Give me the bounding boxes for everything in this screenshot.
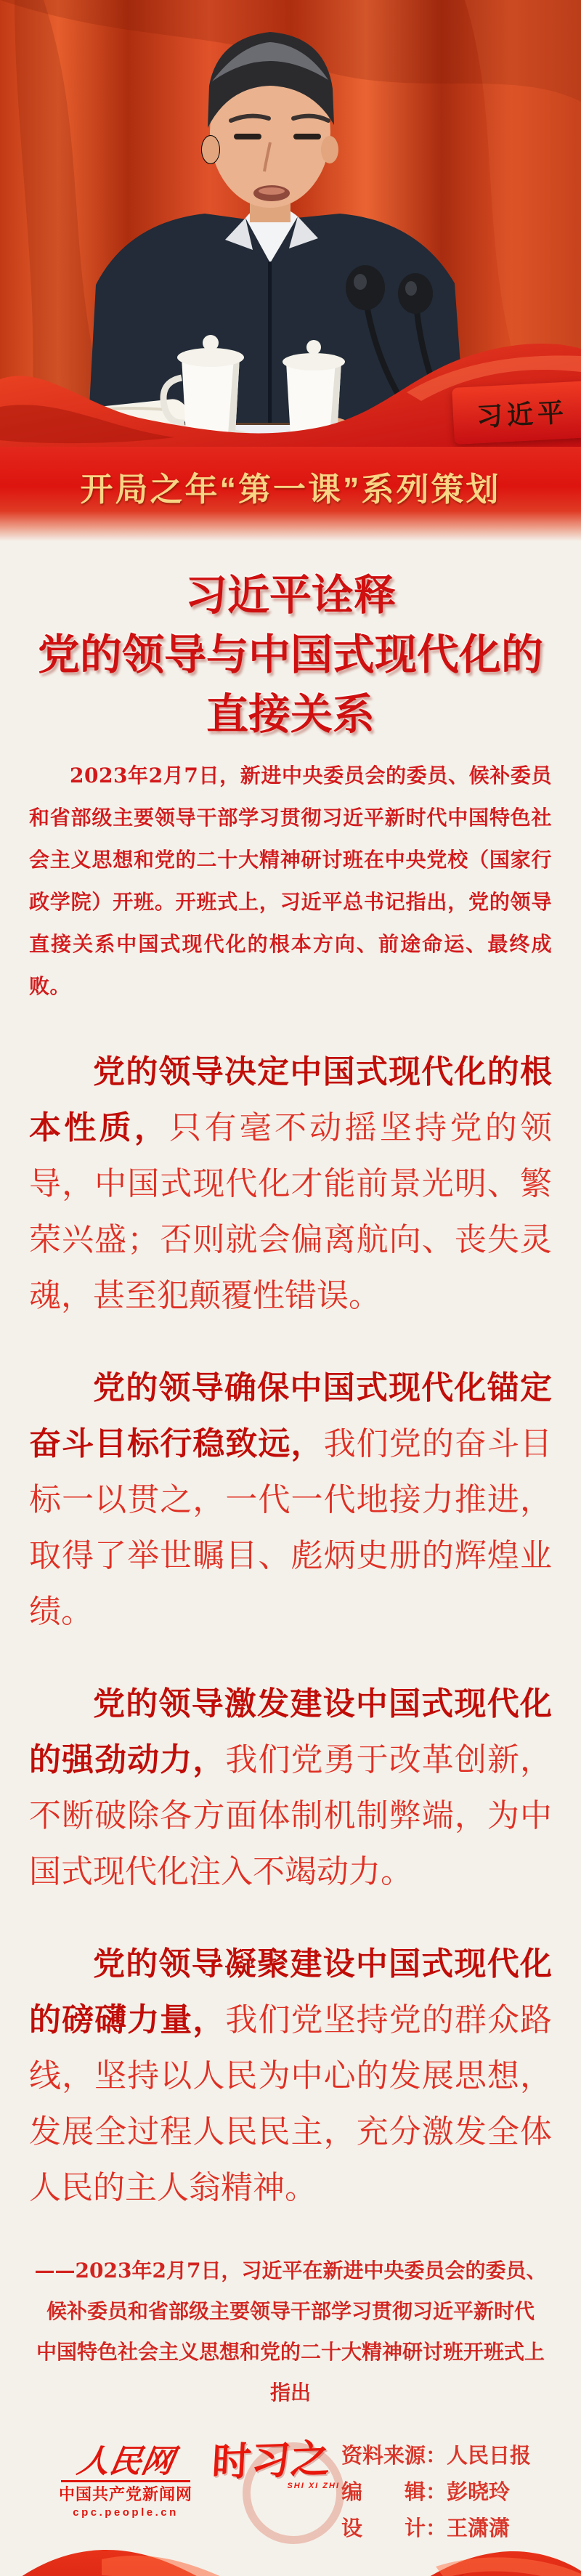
point-body: 我们党坚持党的群众路线，坚持以人民为中心的发展思想，发展全过程人民民主，充分激发全体人民的主人翁精神。: [29, 2002, 553, 2206]
shixizhi-wordmark: 时习之: [211, 2437, 331, 2485]
point-lead: 党的领导激发建设中国式现代化的强劲动力，: [29, 1686, 552, 1778]
credit-value: 王潇潇: [447, 2517, 511, 2540]
point-paragraph: [29, 1676, 552, 1900]
main-title: [29, 566, 552, 745]
point-body: 只有毫不动摇坚持党的领导，中国式现代化才能前景光明、繁荣兴盛；否则就会偏离航向、丧失灵魂，甚至犯颠覆性错误。: [29, 1110, 553, 1313]
point-body: 我们党勇于改革创新，不断破除各方面体制机制弊端，为中国式现代化注入不竭动力。: [29, 1742, 553, 1890]
point-lead: 党的领导凝聚建设中国式现代化的磅礴力量，: [29, 1946, 552, 2038]
credit-value: 人民日报: [447, 2445, 532, 2468]
quote-attribution: [29, 2251, 552, 2413]
point-paragraph: [29, 1936, 552, 2216]
footer: [0, 2413, 581, 2576]
point-paragraph: [29, 1360, 552, 1640]
shixizhi-logo: [212, 2439, 350, 2490]
attribution-line: 候补委员和省部级主要领导干部学习贯彻习近平新时代: [46, 2299, 535, 2323]
credit-row: [341, 2511, 531, 2547]
photo-art: [0, 0, 581, 447]
point-lead: 党的领导确保中国式现代化锚定奋斗目标行稳致远，: [29, 1370, 552, 1462]
attribution-line: ——2023年2月7日，习近平在新进中央委员会的委员、: [34, 2259, 547, 2283]
people-net-wordmark: 人民网: [74, 2443, 177, 2480]
series-title: 开局之年“第一课”系列策划: [80, 471, 501, 508]
cpc-url: cpc.people.cn: [73, 2506, 179, 2519]
people-net-logo: [57, 2445, 195, 2522]
credit-label: 设 计：: [341, 2517, 447, 2540]
intro-paragraph: 2023年2月7日，新进中央委员会的委员、候补委员和省部级主要领导干部学习贯彻习近平新时代中国特色社会主义思想和党的二十大精神研讨班在中央党校（国家行政学院）开班。开班式上，习近平总书记指出，党的领导直接关系中国式现代化的根本方向、前途命运、最终成败。: [29, 764, 552, 998]
credit-value: 彭晓玲: [447, 2481, 511, 2504]
shixizhi-subtitle: SHI XI ZHI: [287, 2482, 340, 2490]
placard-text: 习近平: [476, 397, 569, 432]
point-body: 我们党的奋斗目标一以贯之，一代一代地接力推进，取得了举世瞩目、彪炳史册的辉煌业绩。: [29, 1426, 553, 1629]
title-line-2: 党的领导与中国式现代化的: [37, 631, 543, 679]
point-lead: 党的领导决定中国式现代化的根本性质，: [29, 1054, 552, 1146]
series-banner: [0, 447, 581, 541]
credits: [341, 2438, 531, 2547]
article-content: [0, 566, 581, 2413]
cpc-news-label: 中国共产党新闻网: [58, 2485, 192, 2503]
attribution-line: 中国特色社会主义思想和党的二十大精神研讨班开班式上指出: [36, 2340, 545, 2405]
credit-row: [341, 2438, 531, 2474]
point-paragraph: [29, 1044, 552, 1324]
logo-rule: [61, 2480, 190, 2482]
name-placard: [452, 381, 581, 445]
hero-photo: [0, 0, 581, 447]
title-line-1: 习近平诠释: [184, 572, 396, 619]
credit-row: [341, 2474, 531, 2511]
title-line-3: 直接关系: [206, 691, 375, 738]
credit-label: 编 辑：: [341, 2481, 447, 2504]
credit-label: 资料来源：: [341, 2445, 447, 2468]
